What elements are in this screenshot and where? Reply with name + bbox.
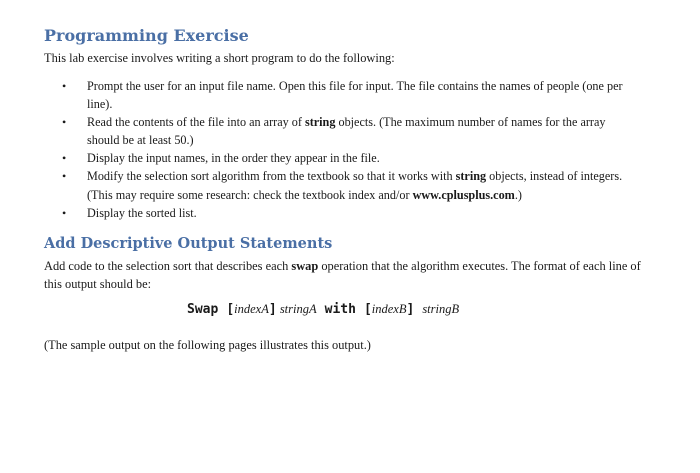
bracket: ] <box>268 302 277 317</box>
bullet-icon: • <box>62 79 67 93</box>
description-bold: swap <box>291 259 319 273</box>
keyword-with: with <box>324 302 356 317</box>
placeholder-stringA: stringA <box>279 302 317 316</box>
list-item-text: objects. (The maximum number of names for the array should be at least 50.) <box>87 115 606 148</box>
list-item-text: Read the contents of the file into an array of <box>87 115 305 130</box>
bullet-icon: • <box>62 115 67 130</box>
bracket: [ <box>226 302 235 317</box>
list-item-bold: string <box>304 115 336 130</box>
bracket: ] <box>406 302 415 317</box>
list-item-text: Modify the selection sort algorithm from the textbook so that it works with <box>87 169 456 184</box>
intro-text: This lab exercise involves writing a short program to do the following: <box>44 51 395 65</box>
keyword-swap: Swap <box>187 302 219 317</box>
note-text: (The sample output on the following pages illustrates this output.) <box>44 338 371 352</box>
list-item <box>60 204 635 222</box>
placeholder-indexA: indexA <box>234 302 269 316</box>
list-item-text: Display the sorted list. <box>87 205 197 220</box>
output-format-line <box>187 302 459 317</box>
section-title: Add Descriptive Output Statements <box>44 235 333 252</box>
requirements-list <box>60 77 635 222</box>
website-reference: www.cplusplus.com <box>412 187 515 202</box>
list-item-text: .) <box>514 187 522 202</box>
list-item <box>60 167 635 203</box>
placeholder-stringB: stringB <box>422 302 460 316</box>
list-item-text: objects, instead of integers. (This may require some research: check the textbook index and/or <box>87 169 623 202</box>
list-item-bold: string <box>455 169 487 184</box>
list-item <box>60 113 635 149</box>
bullet-icon: • <box>62 169 67 184</box>
bullet-icon: • <box>62 205 67 220</box>
section-title: Programming Exercise <box>44 26 249 45</box>
list-item <box>60 77 635 113</box>
bracket: [ <box>363 302 372 317</box>
list-item <box>60 149 635 167</box>
description-text: Add code to the selection sort that describes each <box>44 259 292 273</box>
bullet-icon: • <box>62 151 67 166</box>
section-description <box>44 257 654 293</box>
description-text: operation that the algorithm executes. The format of each line of this output should be: <box>44 259 641 291</box>
list-item-text: Display the input names, in the order they appear in the file. <box>87 151 380 166</box>
list-item-text: Prompt the user for an input file name. Open this file for input. The file contains the names of people (one per line). <box>87 79 623 112</box>
placeholder-indexB: indexB <box>371 302 407 316</box>
